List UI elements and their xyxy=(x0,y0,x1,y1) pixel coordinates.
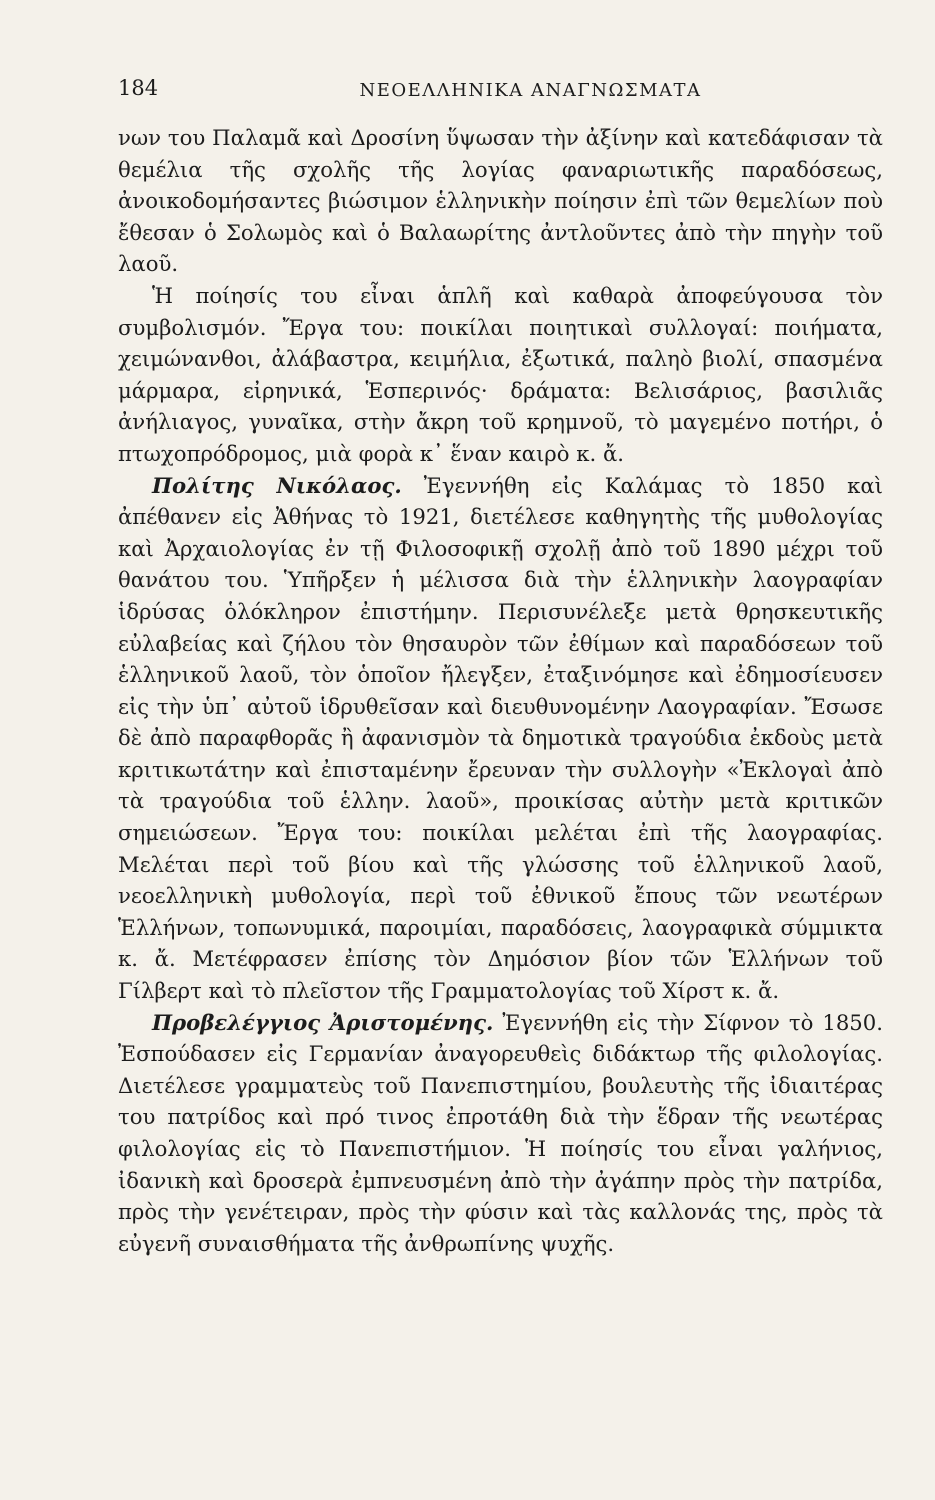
paragraph-text: Ἐγεννήθη εἰς τὴν Σίφνον τὸ 1850. Ἐσπούδασεν εἰς Γερμανίαν ἀναγορευθεὶς διδάκτωρ τῆς φιλολογίας. Διετέλεσε γραμματεὺς τοῦ Πανεπιστημίου, βουλευτὴς τῆς ἰδιαιτέρας του πατρίδος καὶ πρό τινος ἐπροτάθη διὰ τὴν ἕδραν τῆς νεωτέρας φιλολογίας εἰς τὸ Πανεπιστήμιον. Ἡ ποίησίς του εἶναι γαλήνιος, ἰδανικὴ καὶ δροσερὰ ἐμπνευσμένη ἀπὸ τὴν ἀγάπην πρὸς τὴν πατρίδα, πρὸς τὴν γενέτειραν, πρὸς τὴν φύσιν καὶ τὰς καλλονάς της, πρὸς τὰ εὐγενῆ συναισθήματα τῆς ἀνθρωπίνης ψυχῆς. xyxy=(118,1009,883,1256)
body-text xyxy=(118,122,883,1259)
page-header xyxy=(118,70,883,110)
paragraph-politis xyxy=(118,470,883,1007)
paragraph-palamas-continuation xyxy=(118,122,883,280)
paragraph-text: Ἡ ποίησίς του εἶναι ἁπλῆ καὶ καθαρὰ ἀποφεύγουσα τὸν συμβολισμόν. Ἔργα του: ποικίλαι ποιητικαὶ συλλογαί: ποιήματα, χειμώνανθοι, ἀλάβαστρα, κειμήλια, ἐξωτικά, παληὸ βιολί, σπασμένα μάρμαρα, εἰρηνικά, Ἑσπερινός· δράματα: Βελισάριος, βασιλιᾶς ἀνήλιαγος, γυναῖκα, στὴν ἄκρη τοῦ κρημνοῦ, τὸ μαγεμένο ποτήρι, ὁ πτωχοπρόδρομος, μιὰ φορὰ κ᾿ ἕναν καιρὸ κ. ἄ. xyxy=(118,282,883,466)
paragraph-poetry-works xyxy=(118,280,883,470)
entry-name: Πολίτης Νικόλαος. xyxy=(152,472,402,498)
entry-name: Προβελέγγιος Ἀριστομένης. xyxy=(152,1009,494,1035)
running-title: ΝΕΟΕΛΛΗΝΙΚΑ ΑΝΑΓΝΩΣΜΑΤΑ xyxy=(359,80,702,101)
paragraph-text: Ἐγεννήθη εἰς Καλάμας τὸ 1850 καὶ ἀπέθανεν εἰς Ἀθήνας τὸ 1921, διετέλεσε καθηγητὴς τῆς μυθολογίας καὶ Ἀρχαιολογίας ἐν τῇ Φιλοσοφικῇ σχολῇ ἀπὸ τοῦ 1890 μέχρι τοῦ θανάτου του. Ὑπῆρξεν ἡ μέλισσα διὰ τὴν ἑλληνικὴν λαογραφίαν ἱδρύσας ὁλόκληρον ἐπιστήμην. Περισυνέλεξε μετὰ θρησκευτικῆς εὐλαβείας καὶ ζήλου τὸν θησαυρὸν τῶν ἐθίμων καὶ παραδόσεων τοῦ ἑλληνικοῦ λαοῦ, τὸν ὁποῖον ἤλεγξεν, ἐταξινόμησε καὶ ἐδημοσίευσεν εἰς τὴν ὑπ᾿ αὐτοῦ ἱδρυθεῖσαν καὶ διευθυνομένην Λαογραφίαν. Ἔσωσε δὲ ἀπὸ παραφθορᾶς ἢ ἀφανισμὸν τὰ δημοτικὰ τραγούδια ἐκδοὺς μετὰ κριτικωτάτην καὶ ἐπισταμένην ἔρευναν τὴν συλλογὴν «Ἐκλογαὶ ἀπὸ τὰ τραγούδια τοῦ ἑλλην. λαοῦ», προικίσας αὐτὴν μετὰ κριτικῶν σημειώσεων. Ἔργα του: ποικίλαι μελέται ἐπὶ τῆς λαογραφίας. Μελέται περὶ τοῦ βίου καὶ τῆς γλώσσης τοῦ ἑλληνικοῦ λαοῦ, νεοελληνικὴ μυθολογία, περὶ τοῦ ἐθνικοῦ ἔπους τῶν νεωτέρων Ἑλλήνων, τοπωνυμικά, παροιμίαι, παραδόσεις, λαογραφικὰ σύμμικτα κ. ἄ. Μετέφρασεν ἐπίσης τὸν Δημόσιον βίον τῶν Ἑλλήνων τοῦ Γίλβερτ καὶ τὸ πλεῖστον τῆς Γραμματολογίας τοῦ Χίρστ κ. ἄ. xyxy=(118,472,883,1004)
page-number: 184 xyxy=(118,76,159,100)
paragraph-provelengios xyxy=(118,1007,883,1260)
paragraph-text: νων του Παλαμᾶ καὶ Δροσίνη ὕψωσαν τὴν ἀξίνην καὶ κατεδάφισαν τὰ θεμέλια τῆς σχολῆς τῆς λογίας φαναριωτικῆς παραδόσεως, ἀνοικοδομήσαντες βιώσιμον ἑλληνικὴν ποίησιν ἐπὶ τῶν θεμελίων ποὺ ἔθεσαν ὁ Σολωμὸς καὶ ὁ Βαλαωρίτης ἀντλοῦντες ἀπὸ τὴν πηγὴν τοῦ λαοῦ. xyxy=(118,125,883,277)
